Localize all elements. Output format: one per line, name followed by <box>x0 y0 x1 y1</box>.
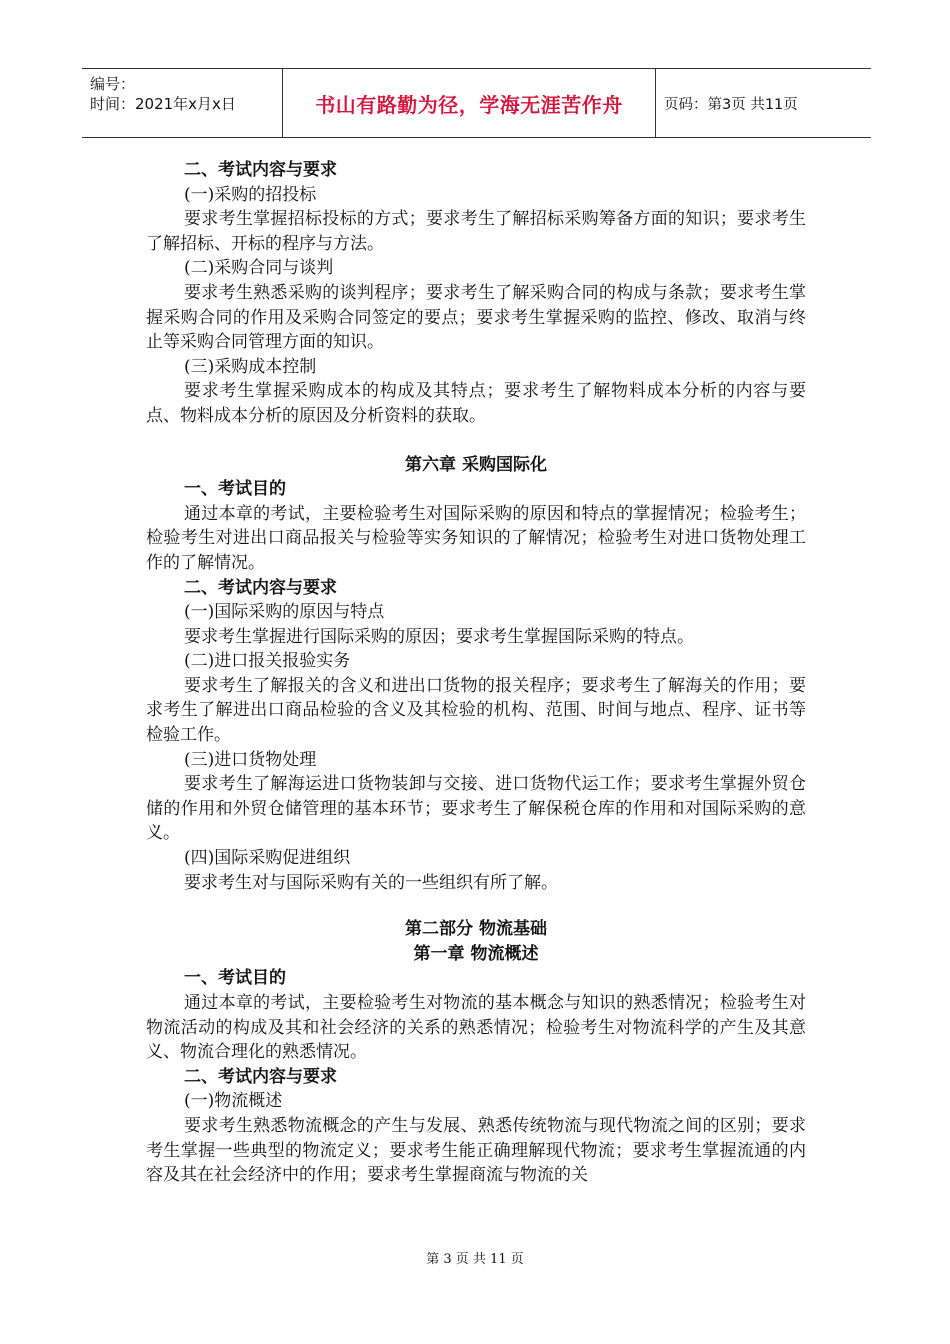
header-motto-cell <box>282 69 656 137</box>
subsection-title: (三)采购成本控制 <box>184 356 317 377</box>
paragraph: 要求考生掌握进行国际采购的原因；要求考生掌握国际采购的特点。 <box>184 626 694 647</box>
subsection-title: (四)国际采购促进组织 <box>184 848 351 869</box>
paragraph: 要求考生熟悉物流概念的产生与发展、熟悉传统物流与现代物流之间的区别；要求考生掌握一些典型的物流定义；要求考生能正确理解现代物流；要求考生掌握流通的内容及其在社会经济中的作用；要求考生掌握商流与物流的关 <box>146 1115 806 1186</box>
paragraph: 要求考生对与国际采购有关的一些组织有所了解。 <box>184 872 558 893</box>
chapter-title: 第二部分 物流基础 <box>405 919 547 940</box>
header-meta <box>82 69 282 137</box>
page-label: 页码：第3页 共11页 <box>664 96 798 113</box>
paragraph: 要求考生掌握招标投标的方式；要求考生了解招标采购筹备方面的知识；要求考生了解招标、开标的程序与方法。 <box>146 209 806 254</box>
chapter-title: 第一章 物流概述 <box>413 943 539 964</box>
paragraph: 要求考生熟悉采购的谈判程序；要求考生了解采购合同的构成与条款；要求考生掌握采购合同的作用及采购合同签定的要点；要求考生掌握采购的监控、修改、取消与终止等采购合同管理方面的知识。 <box>146 282 806 353</box>
chapter-title: 第六章 采购国际化 <box>405 454 547 475</box>
section-heading: 二、考试内容与要求 <box>184 577 337 598</box>
number-label: 编号： <box>90 75 136 93</box>
section-heading: 一、考试目的 <box>184 968 286 989</box>
subsection-title: (一)国际采购的原因与特点 <box>184 602 385 623</box>
spacer <box>146 429 806 453</box>
page-header <box>82 68 871 138</box>
paragraph: 通过本章的考试，主要检验考生对国际采购的原因和特点的掌握情况；检验考生；检验考生对进出口商品报关与检验等实务知识的了解情况；检验考生对进口货物处理工作的了解情况。 <box>146 503 806 573</box>
motto-text: 书山有路勤为径，学海无涯苦作舟 <box>315 92 623 117</box>
paragraph: 通过本章的考试，主要检验考生对物流的基本概念与知识的熟悉情况；检验考生对物流活动的构成及其和社会经济的关系的熟悉情况；检验考生对物流科学的产生及其意义、物流合理化的熟悉情况。 <box>146 993 806 1063</box>
section-heading: 二、考试内容与要求 <box>184 1066 337 1087</box>
document-body <box>146 158 806 1188</box>
subsection-title: (三)进口货物处理 <box>184 749 317 770</box>
time-label: 时间：2021年x月x日 <box>90 95 236 113</box>
section-heading: 一、考试目的 <box>184 479 286 500</box>
section-heading: 二、考试内容与要求 <box>184 160 337 180</box>
paragraph: 要求考生了解报关的含义和进出口货物的报关程序；要求考生了解海关的作用；要求考生了解进出口商品检验的含义及其检验的机构、范围、时间与地点、程序、证书等检验工作。 <box>146 675 806 746</box>
subsection-title: (二)采购合同与谈判 <box>184 258 334 279</box>
paragraph: 要求考生了解海运进口货物装卸与交接、进口货物代运工作；要求考生掌握外贸仓储的作用和外贸仓储管理的基本环节；要求考生了解保税仓库的作用和对国际采购的意义。 <box>146 774 806 844</box>
spacer <box>146 895 806 917</box>
subsection-title: (一)物流概述 <box>184 1091 283 1112</box>
paragraph: 要求考生掌握采购成本的构成及其特点；要求考生了解物料成本分析的内容与要点、物料成本分析的原因及分析资料的获取。 <box>146 381 806 426</box>
subsection-title: (一)采购的招投标 <box>184 184 317 205</box>
subsection-title: (二)进口报关报验实务 <box>184 651 351 672</box>
header-page-cell <box>654 69 871 137</box>
page-footer: 第 3 页 共 11 页 <box>426 1252 524 1267</box>
